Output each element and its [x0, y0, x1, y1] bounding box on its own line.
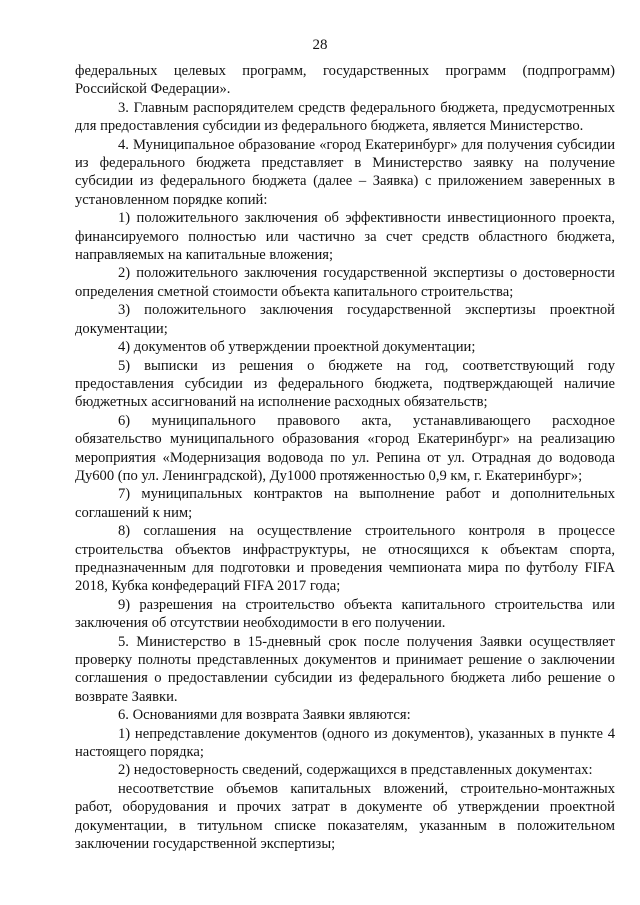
list-item-6-1: 1) непредставление документов (одного из документов), указанных в пункте 4 настоящего порядка;	[75, 725, 615, 761]
paragraph-continuation: федеральных целевых программ, государственных программ (подпрограмм) Российской Федерации».	[75, 63, 615, 98]
list-item-4-2: 2) положительного заключения государственной экспертизы о достоверности определения сметной стоимости объекта капитального строительства;	[75, 265, 615, 300]
list-item-4-6: 6) муниципального правового акта, устанавливающего расходное обязательство муниципального образования «город Екатеринбург» на реализацию мероприятия «Модернизация водовода по ул. Репина от ул. Отрадная до водовода Ду600 (по ул. Ленинградской), Ду1000 протяженностью 0,9 км, г. Екатеринбург»;	[75, 412, 615, 484]
document-body	[75, 62, 615, 853]
paragraph-item-4: 4. Муниципальное образование «город Екатеринбург» для получения субсидии из федерального бюджета представляет в Министерство заявку на получение субсидии из федерального бюджета (далее – Заявка) с приложением заверенных в установленном порядке копий:	[75, 136, 615, 208]
paragraph-item-6: 6. Основаниями для возврата Заявки являются:	[118, 707, 411, 724]
list-item-4-5: 5) выписки из решения о бюджете на год, соответствующий году предоставления субсидии из федерального бюджета, подтверждающей наличие бюджетных ассигнований на исполнение расходных обязательств;	[75, 357, 615, 411]
paragraph-item-5: 5. Министерство в 15-дневный срок после получения Заявки осуществляет проверку полноты представленных документов и принимает решение о заключении соглашения о предоставлении субсидии из федерального бюджета либо решение о возврате Заявки.	[75, 633, 615, 705]
list-item-6-2-detail: несоответствие объемов капитальных вложений, строительно-монтажных работ, оборудования и прочих затрат в документе об утверждении проектной документации, в титульном списке показателям, указанным в положительном заключении государственной экспертизы;	[75, 780, 615, 853]
list-item-4-8: 8) соглашения на осуществление строительного контроля в процессе строительства объектов инфраструктуры, не относящихся к объектам спорта, предназначенным для подготовки и проведения чемпионата мира по футболу FIFA 2018, Кубка конфедераций FIFA 2017 года;	[75, 523, 615, 595]
paragraph-item-3: 3. Главным распорядителем средств федерального бюджета, предусмотренных для предоставления субсидии из федерального бюджета, является Министерство.	[75, 99, 615, 135]
list-item-4-7: 7) муниципальных контрактов на выполнение работ и дополнительных соглашений к ним;	[75, 486, 615, 521]
list-item-4-3: 3) положительного заключения государственной экспертизы проектной документации;	[75, 302, 615, 337]
list-item-4-1: 1) положительного заключения об эффективности инвестиционного проекта, финансируемого полностью или частично за счет средств областного бюджета, направляемых на капитальные вложения;	[75, 210, 615, 264]
list-item-4-4: 4) документов об утверждении проектной документации;	[118, 339, 476, 356]
list-item-6-2: 2) недостоверность сведений, содержащихся в представленных документах:	[118, 762, 593, 779]
page-number: 28	[312, 37, 328, 53]
list-item-4-9: 9) разрешения на строительство объекта капитального строительства или заключения об отсутствии необходимости в его получении.	[75, 596, 615, 632]
